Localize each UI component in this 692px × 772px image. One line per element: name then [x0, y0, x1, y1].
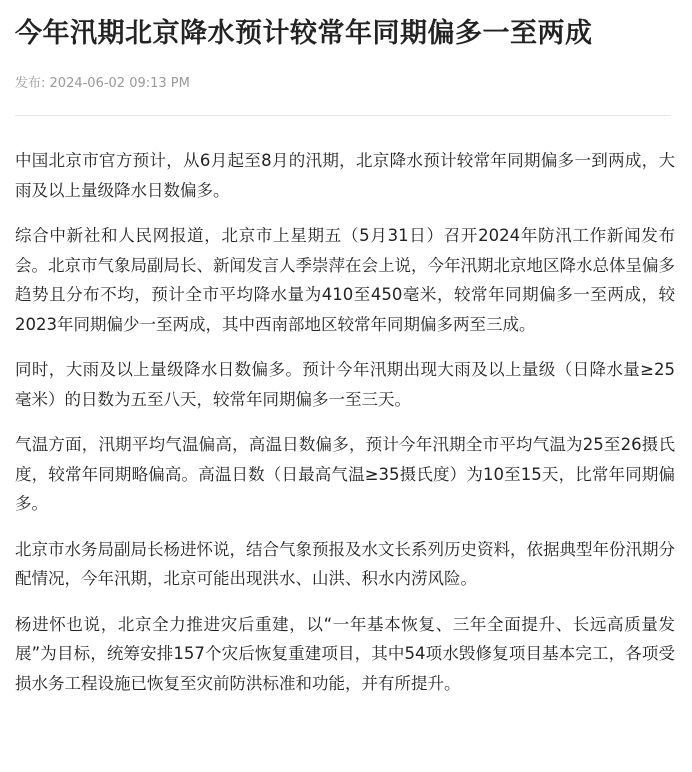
- paragraph: 杨进怀也说，北京全力推进灾后重建，以“一年基本恢复、三年全面提升、长远高质量发展”为目标，统筹安排157个灾后恢复重建项目，其中54项水毁修复项目基本完工，各项受损水务工程设施已恢复至灾前防洪标准和功能，并有所提升。: [15, 614, 675, 693]
- publish-meta: [15, 74, 677, 94]
- publish-datetime: 2024-06-02 09:13 PM: [49, 76, 190, 91]
- divider: [15, 115, 671, 116]
- paragraph: 同时，大雨及以上量级降水日数偏多。预计今年汛期出现大雨及以上量级（日降水量≥25毫米）的日数为五至八天，较常年同期偏多一至三天。: [15, 360, 675, 409]
- article-body: [15, 146, 677, 698]
- paragraph: 中国北京市官方预计，从6月起至8月的汛期，北京降水预计较常年同期偏多一到两成，大雨及以上量级降水日数偏多。: [15, 151, 675, 200]
- paragraph: 综合中新社和人民网报道，北京市上星期五（5月31日）召开2024年防汛工作新闻发布会。北京市气象局副局长、新闻发言人季崇萍在会上说，今年汛期北京地区降水总体呈偏多趋势且分布不均，预计全市平均降水量为410至450毫米，较常年同期偏多一至两成，较2023年同期偏少一至两成，其中西南部地区较常年同期偏多两至三成。: [15, 226, 675, 334]
- paragraph: 气温方面，汛期平均气温偏高，高温日数偏多，预计今年汛期全市平均气温为25至26摄氏度，较常年同期略偏高。高温日数（日最高气温≥35摄氏度）为10至15天，比常年同期偏多。: [15, 435, 675, 513]
- article-title: 今年汛期北京降水预计较常年同期偏多一至两成: [15, 18, 593, 49]
- paragraph: 北京市水务局副局长杨进怀说，结合气象预报及水文长系列历史资料，依据典型年份汛期分配情况，今年汛期，北京可能出现洪水、山洪、积水内涝风险。: [15, 539, 675, 588]
- publish-label: 发布:: [15, 76, 46, 91]
